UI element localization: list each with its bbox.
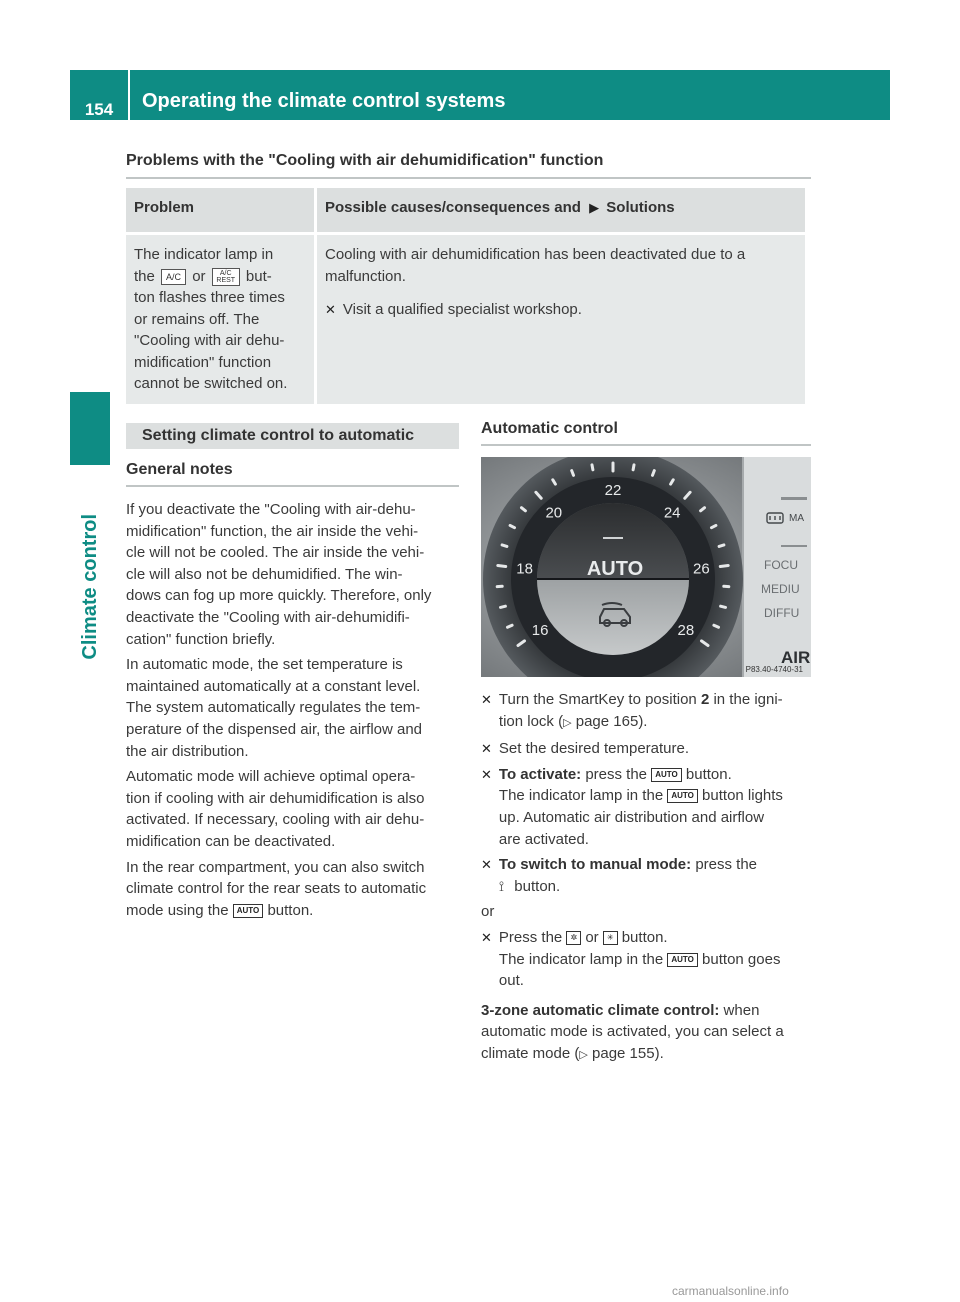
cause-line: Cooling with air dehumidification has been deactivated due to a bbox=[325, 246, 746, 263]
text-line: tion if cooling with air dehumidification is also bbox=[126, 789, 425, 807]
paragraph bbox=[126, 499, 459, 650]
problem-line: cannot be switched on. bbox=[134, 375, 288, 392]
side-label-diffuse: DIFFU bbox=[764, 606, 800, 620]
zone-note bbox=[481, 1000, 811, 1067]
text-line: climate control for the rear seats to automatic bbox=[126, 880, 427, 898]
steps-list bbox=[481, 689, 811, 1067]
position-value: 2 bbox=[700, 691, 710, 708]
text: Set the desired temperature. bbox=[498, 740, 690, 758]
side-label-air: AIR bbox=[781, 648, 811, 667]
col-header-solutions-pre: Possible causes/consequences and bbox=[325, 199, 581, 216]
left-column bbox=[126, 423, 459, 921]
text-line bbox=[499, 854, 757, 876]
text: button. bbox=[621, 928, 668, 946]
col-header-solutions bbox=[317, 188, 805, 232]
text-line: cation" function briefly. bbox=[126, 630, 276, 648]
heading-automatic-control: Automatic control bbox=[481, 420, 811, 446]
scale-tick bbox=[501, 606, 506, 607]
step-arrow-icon: ✕ bbox=[481, 692, 492, 707]
step-body bbox=[499, 689, 783, 734]
text-line: If you deactivate the "Cooling with air-dehu- bbox=[126, 501, 416, 518]
problem-line: The indicator lamp in bbox=[134, 246, 274, 263]
fan-low-icon: ✲ bbox=[566, 931, 581, 945]
col-header-solutions-post: Solutions bbox=[606, 199, 675, 216]
text-line bbox=[481, 1000, 811, 1022]
text: or bbox=[585, 928, 599, 946]
solution-text: Visit a qualified specialist workshop. bbox=[342, 301, 582, 318]
temperature-mark-label: 28 bbox=[677, 622, 695, 639]
zone-label: 3-zone automatic climate control: bbox=[481, 1001, 720, 1019]
text-line: perature of the dispensed air, the airflow and bbox=[126, 720, 423, 738]
scale-tick bbox=[714, 625, 719, 627]
air-distribution-icon: ⟟ bbox=[498, 877, 505, 894]
text: button. bbox=[685, 765, 732, 783]
problems-table bbox=[123, 185, 808, 407]
or-text: or bbox=[481, 903, 495, 921]
text: in the igni- bbox=[713, 691, 783, 708]
subheading-general-notes: General notes bbox=[126, 461, 459, 487]
section-side-label bbox=[70, 480, 110, 660]
temperature-mark-label: 18 bbox=[516, 560, 533, 578]
fan-high-icon: ✳ bbox=[603, 931, 618, 945]
text-line bbox=[499, 785, 783, 807]
text-line: automatic mode is activated, you can select a bbox=[481, 1023, 784, 1041]
climate-dial-illustration bbox=[481, 457, 811, 677]
step-item bbox=[481, 689, 811, 734]
text: button goes bbox=[702, 950, 781, 968]
table-header-row bbox=[126, 188, 805, 232]
temperature-mark-label: 24 bbox=[663, 504, 681, 522]
page-header bbox=[70, 70, 890, 120]
page-reference-link[interactable]: page 165). bbox=[575, 712, 648, 730]
auto-button-icon: AUTO bbox=[233, 904, 264, 918]
text-line: cle will also not be dehumidified. The win- bbox=[126, 565, 403, 583]
temperature-mark-label: 20 bbox=[545, 504, 563, 522]
text-line: activated. If necessary, cooling with air dehu- bbox=[126, 811, 425, 829]
text-line bbox=[499, 711, 783, 735]
scale-tick bbox=[653, 471, 655, 476]
step-item bbox=[481, 854, 811, 897]
scale-tick bbox=[719, 545, 724, 547]
paragraph bbox=[126, 766, 459, 852]
step-label: To activate: bbox=[498, 765, 582, 783]
step-body bbox=[499, 764, 783, 850]
paragraph bbox=[126, 857, 459, 922]
chapter-title: Operating the climate control systems bbox=[142, 89, 506, 112]
section-side-label-text: Climate control bbox=[78, 514, 101, 660]
side-label-medium: MEDIU bbox=[761, 582, 800, 596]
col-header-problem: Problem bbox=[126, 188, 314, 232]
site-watermark: carmanualsonline.info bbox=[672, 1284, 789, 1298]
dial-auto-label: AUTO bbox=[586, 558, 644, 580]
text-line: In automatic mode, the set temperature is bbox=[126, 656, 403, 674]
text: tion lock ( bbox=[498, 712, 564, 730]
page-number: 154 bbox=[84, 100, 114, 119]
ac-rest-button-icon: A/C REST bbox=[212, 268, 240, 286]
text-line bbox=[126, 900, 459, 922]
section-tab-marker bbox=[70, 392, 110, 465]
page-ref-arrow-icon: ▷ bbox=[563, 716, 572, 729]
text: button. bbox=[514, 877, 561, 895]
scale-tick bbox=[502, 545, 507, 547]
step-label: To switch to manual mode: bbox=[498, 856, 692, 874]
text: mode using the bbox=[126, 901, 229, 919]
table-row bbox=[126, 235, 805, 404]
problem-text: or bbox=[192, 267, 206, 285]
solution-cell bbox=[317, 235, 805, 404]
auto-button-icon: AUTO bbox=[651, 768, 682, 782]
text-line bbox=[481, 1043, 811, 1067]
step-arrow-icon: ✕ bbox=[481, 741, 492, 757]
text-line: deactivate the "Cooling with air-dehumidifi- bbox=[126, 608, 410, 626]
step-arrow-icon: ✕ bbox=[481, 929, 492, 945]
scale-tick bbox=[720, 566, 728, 567]
section-title-bar: Setting climate control to automatic bbox=[126, 423, 459, 449]
problem-line: "Cooling with air dehu- bbox=[134, 332, 285, 349]
problem-text: but- bbox=[245, 267, 272, 285]
scale-tick bbox=[508, 625, 513, 627]
problem-line: ton flashes three times bbox=[134, 289, 285, 306]
table-title-rule bbox=[126, 177, 811, 179]
temperature-mark-label: 16 bbox=[531, 622, 549, 639]
text-line bbox=[499, 949, 781, 971]
text: button lights bbox=[702, 787, 783, 805]
text: climate mode ( bbox=[481, 1044, 580, 1062]
side-label-max: MA bbox=[789, 513, 804, 524]
step-item bbox=[481, 738, 811, 760]
step-arrow-icon: ✕ bbox=[325, 302, 336, 317]
scale-tick bbox=[721, 606, 726, 607]
problem-text: the bbox=[134, 267, 155, 285]
text-line: cle will not be cooled. The air inside the vehi- bbox=[126, 544, 425, 562]
scale-tick bbox=[712, 525, 716, 527]
text: press the bbox=[585, 765, 648, 783]
step-item bbox=[481, 764, 811, 850]
text: Press the bbox=[498, 928, 563, 946]
text-line: Automatic mode will achieve optimal opera- bbox=[126, 768, 416, 786]
scale-tick bbox=[498, 566, 506, 567]
text-line: midification can be deactivated. bbox=[126, 832, 336, 850]
step-arrow-icon: ✕ bbox=[481, 766, 492, 782]
auto-button-icon: AUTO bbox=[667, 953, 698, 967]
text-line: up. Automatic air distribution and airflow bbox=[498, 808, 765, 826]
cause-line: malfunction. bbox=[325, 267, 406, 285]
text-line: the air distribution. bbox=[126, 742, 249, 760]
scale-tick bbox=[572, 471, 574, 476]
text-line: dows can fog up more quickly. Therefore, only bbox=[126, 587, 432, 605]
text-line: In the rear compartment, you can also switch bbox=[126, 858, 425, 876]
problem-line bbox=[134, 266, 306, 288]
text: button. bbox=[267, 901, 314, 919]
auto-button-icon: AUTO bbox=[667, 789, 698, 803]
text: The indicator lamp in the bbox=[498, 950, 664, 968]
scale-tick bbox=[592, 465, 593, 470]
text: press the bbox=[695, 856, 758, 874]
table-title: Problems with the "Cooling with air dehumidification" function bbox=[126, 152, 604, 169]
text: Turn the SmartKey to position bbox=[498, 691, 697, 708]
text-line bbox=[499, 927, 781, 949]
scale-tick bbox=[510, 525, 514, 527]
text: The indicator lamp in the bbox=[498, 787, 664, 805]
text-line: maintained automatically at a constant level. bbox=[126, 677, 421, 695]
climate-panel-figure bbox=[481, 457, 811, 677]
solution-step bbox=[325, 299, 797, 321]
figure-code: P83.40-4740-31 bbox=[745, 665, 803, 674]
step-arrow-icon: ✕ bbox=[481, 857, 492, 873]
step-item bbox=[481, 927, 811, 992]
page-ref-arrow-icon: ▷ bbox=[579, 1048, 588, 1061]
problem-cell bbox=[126, 235, 314, 404]
text-line: midification" function, the air inside the vehi- bbox=[126, 522, 419, 540]
scale-tick bbox=[633, 465, 634, 470]
play-arrow-icon: ▶ bbox=[589, 200, 600, 215]
text-line: are activated. bbox=[498, 830, 589, 848]
side-label-focus: FOCU bbox=[764, 558, 798, 572]
right-column bbox=[481, 420, 811, 1067]
step-body bbox=[499, 854, 757, 897]
text-line bbox=[499, 764, 783, 786]
temperature-mark-label: 22 bbox=[604, 482, 622, 499]
text-line bbox=[499, 876, 757, 898]
text-line: The system automatically regulates the tem- bbox=[126, 699, 421, 717]
problem-line: or remains off. The bbox=[134, 310, 260, 328]
text: when bbox=[723, 1001, 760, 1019]
paragraph bbox=[126, 654, 459, 762]
ac-button-icon: A/C bbox=[161, 269, 186, 285]
text-line bbox=[499, 689, 783, 711]
problem-line: midification" function bbox=[134, 353, 272, 371]
step-body bbox=[499, 927, 781, 992]
page-reference-link[interactable]: page 155). bbox=[592, 1044, 664, 1062]
temperature-mark-label: 26 bbox=[693, 560, 710, 578]
text-line: out. bbox=[498, 972, 524, 990]
